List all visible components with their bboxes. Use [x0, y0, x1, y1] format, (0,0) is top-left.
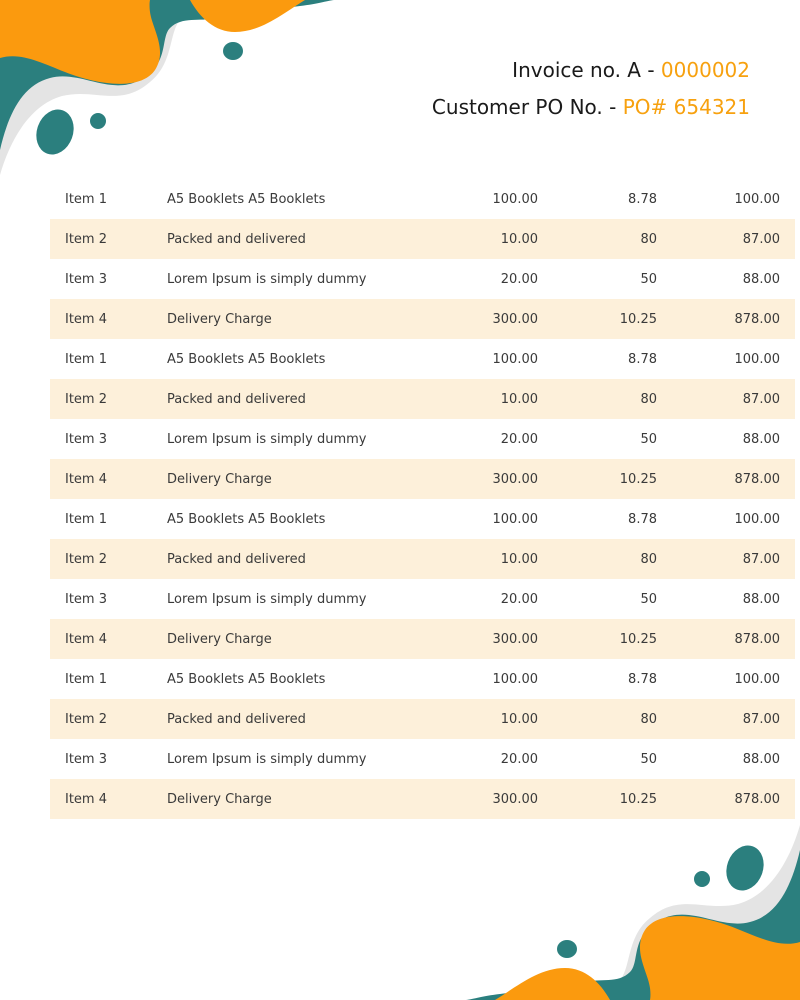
item-cell: Item 3: [65, 591, 107, 607]
total-cell: 100.00: [734, 351, 780, 367]
table-row: [50, 259, 795, 299]
total-cell: 878.00: [657, 779, 795, 819]
rate-cell: 20.00: [500, 751, 538, 767]
quantity-cell: 8.78: [628, 671, 657, 687]
description-cell: A5 Booklets A5 Booklets: [167, 671, 326, 687]
table-row: [50, 219, 795, 259]
decor-blob-orange-right: [190, 0, 305, 32]
bottom-right-decoration: [460, 820, 800, 1000]
quantity-cell: 10.25: [553, 299, 657, 339]
description-cell: Delivery Charge: [167, 299, 427, 339]
rate-cell: 10.00: [427, 219, 553, 259]
item-cell: Item 2: [50, 219, 167, 259]
rate-cell: 100.00: [492, 671, 538, 687]
table-row: [50, 739, 795, 779]
table-row: [50, 499, 795, 539]
item-cell: Item 2: [50, 699, 167, 739]
line-items-body: [50, 179, 795, 819]
table-row: [50, 619, 795, 659]
item-cell: Item 2: [50, 539, 167, 579]
customer-po-label: Customer PO No. -: [431, 95, 623, 119]
invoice-number-label: Invoice no. A -: [512, 58, 661, 82]
total-cell: 878.00: [657, 299, 795, 339]
quantity-cell: 50: [640, 591, 657, 607]
quantity-cell: 10.25: [553, 619, 657, 659]
customer-po-line: [432, 89, 750, 126]
quantity-cell: 10.25: [553, 779, 657, 819]
quantity-cell: 50: [640, 431, 657, 447]
item-cell: Item 1: [65, 671, 107, 687]
table-row: [50, 339, 795, 379]
quantity-cell: 80: [553, 539, 657, 579]
table-row: [50, 299, 795, 339]
table-row: [50, 179, 795, 219]
total-cell: 87.00: [657, 539, 795, 579]
line-items-table: [50, 179, 795, 819]
rate-cell: 10.00: [427, 379, 553, 419]
total-cell: 88.00: [742, 751, 780, 767]
description-cell: Delivery Charge: [167, 619, 427, 659]
rate-cell: 10.00: [427, 539, 553, 579]
item-cell: Item 1: [65, 351, 107, 367]
rate-cell: 20.00: [500, 431, 538, 447]
item-cell: Item 1: [65, 191, 107, 207]
total-cell: 100.00: [734, 191, 780, 207]
total-cell: 88.00: [742, 591, 780, 607]
table-row: [50, 419, 795, 459]
invoice-header: [432, 52, 750, 126]
rate-cell: 100.00: [492, 191, 538, 207]
description-cell: Packed and delivered: [167, 219, 427, 259]
table-row: [50, 779, 795, 819]
rate-cell: 100.00: [492, 351, 538, 367]
total-cell: 87.00: [657, 379, 795, 419]
top-left-decoration: [0, 0, 340, 180]
table-row: [50, 539, 795, 579]
quantity-cell: 10.25: [553, 459, 657, 499]
table-row: [50, 659, 795, 699]
item-cell: Item 4: [50, 779, 167, 819]
decor-dot-small: [694, 871, 710, 887]
table-row: [50, 459, 795, 499]
decor-dot-top: [223, 42, 243, 60]
rate-cell: 100.00: [492, 511, 538, 527]
rate-cell: 10.00: [427, 699, 553, 739]
total-cell: 88.00: [742, 431, 780, 447]
rate-cell: 300.00: [427, 779, 553, 819]
description-cell: Delivery Charge: [167, 459, 427, 499]
description-cell: Lorem Ipsum is simply dummy: [167, 751, 367, 767]
rate-cell: 20.00: [500, 591, 538, 607]
description-cell: A5 Booklets A5 Booklets: [167, 191, 326, 207]
decor-dot-bottom: [557, 940, 577, 958]
decor-dot-large: [720, 840, 770, 896]
quantity-cell: 8.78: [628, 351, 657, 367]
quantity-cell: 80: [553, 219, 657, 259]
invoice-number-value: 0000002: [660, 58, 750, 82]
total-cell: 100.00: [734, 511, 780, 527]
decor-dot-small: [90, 113, 106, 129]
description-cell: Delivery Charge: [167, 779, 427, 819]
item-cell: Item 4: [50, 299, 167, 339]
decor-blob-orange-left: [495, 968, 610, 1000]
description-cell: Lorem Ipsum is simply dummy: [167, 271, 367, 287]
customer-po-value: PO# 654321: [622, 95, 750, 119]
description-cell: Lorem Ipsum is simply dummy: [167, 431, 367, 447]
quantity-cell: 8.78: [628, 511, 657, 527]
quantity-cell: 50: [640, 751, 657, 767]
quantity-cell: 80: [553, 379, 657, 419]
description-cell: A5 Booklets A5 Booklets: [167, 511, 326, 527]
quantity-cell: 50: [640, 271, 657, 287]
description-cell: Packed and delivered: [167, 539, 427, 579]
description-cell: Packed and delivered: [167, 379, 427, 419]
item-cell: Item 3: [65, 431, 107, 447]
invoice-number-line: [432, 52, 750, 89]
quantity-cell: 80: [553, 699, 657, 739]
item-cell: Item 3: [65, 751, 107, 767]
rate-cell: 300.00: [427, 299, 553, 339]
description-cell: A5 Booklets A5 Booklets: [167, 351, 326, 367]
decor-dot-large: [30, 104, 80, 160]
item-cell: Item 4: [50, 619, 167, 659]
total-cell: 87.00: [657, 699, 795, 739]
rate-cell: 300.00: [427, 619, 553, 659]
total-cell: 878.00: [657, 459, 795, 499]
total-cell: 100.00: [734, 671, 780, 687]
description-cell: Lorem Ipsum is simply dummy: [167, 591, 367, 607]
description-cell: Packed and delivered: [167, 699, 427, 739]
item-cell: Item 3: [65, 271, 107, 287]
item-cell: Item 1: [65, 511, 107, 527]
rate-cell: 300.00: [427, 459, 553, 499]
total-cell: 88.00: [742, 271, 780, 287]
rate-cell: 20.00: [500, 271, 538, 287]
total-cell: 878.00: [657, 619, 795, 659]
table-row: [50, 579, 795, 619]
total-cell: 87.00: [657, 219, 795, 259]
item-cell: Item 4: [50, 459, 167, 499]
item-cell: Item 2: [50, 379, 167, 419]
table-row: [50, 699, 795, 739]
quantity-cell: 8.78: [628, 191, 657, 207]
table-row: [50, 379, 795, 419]
